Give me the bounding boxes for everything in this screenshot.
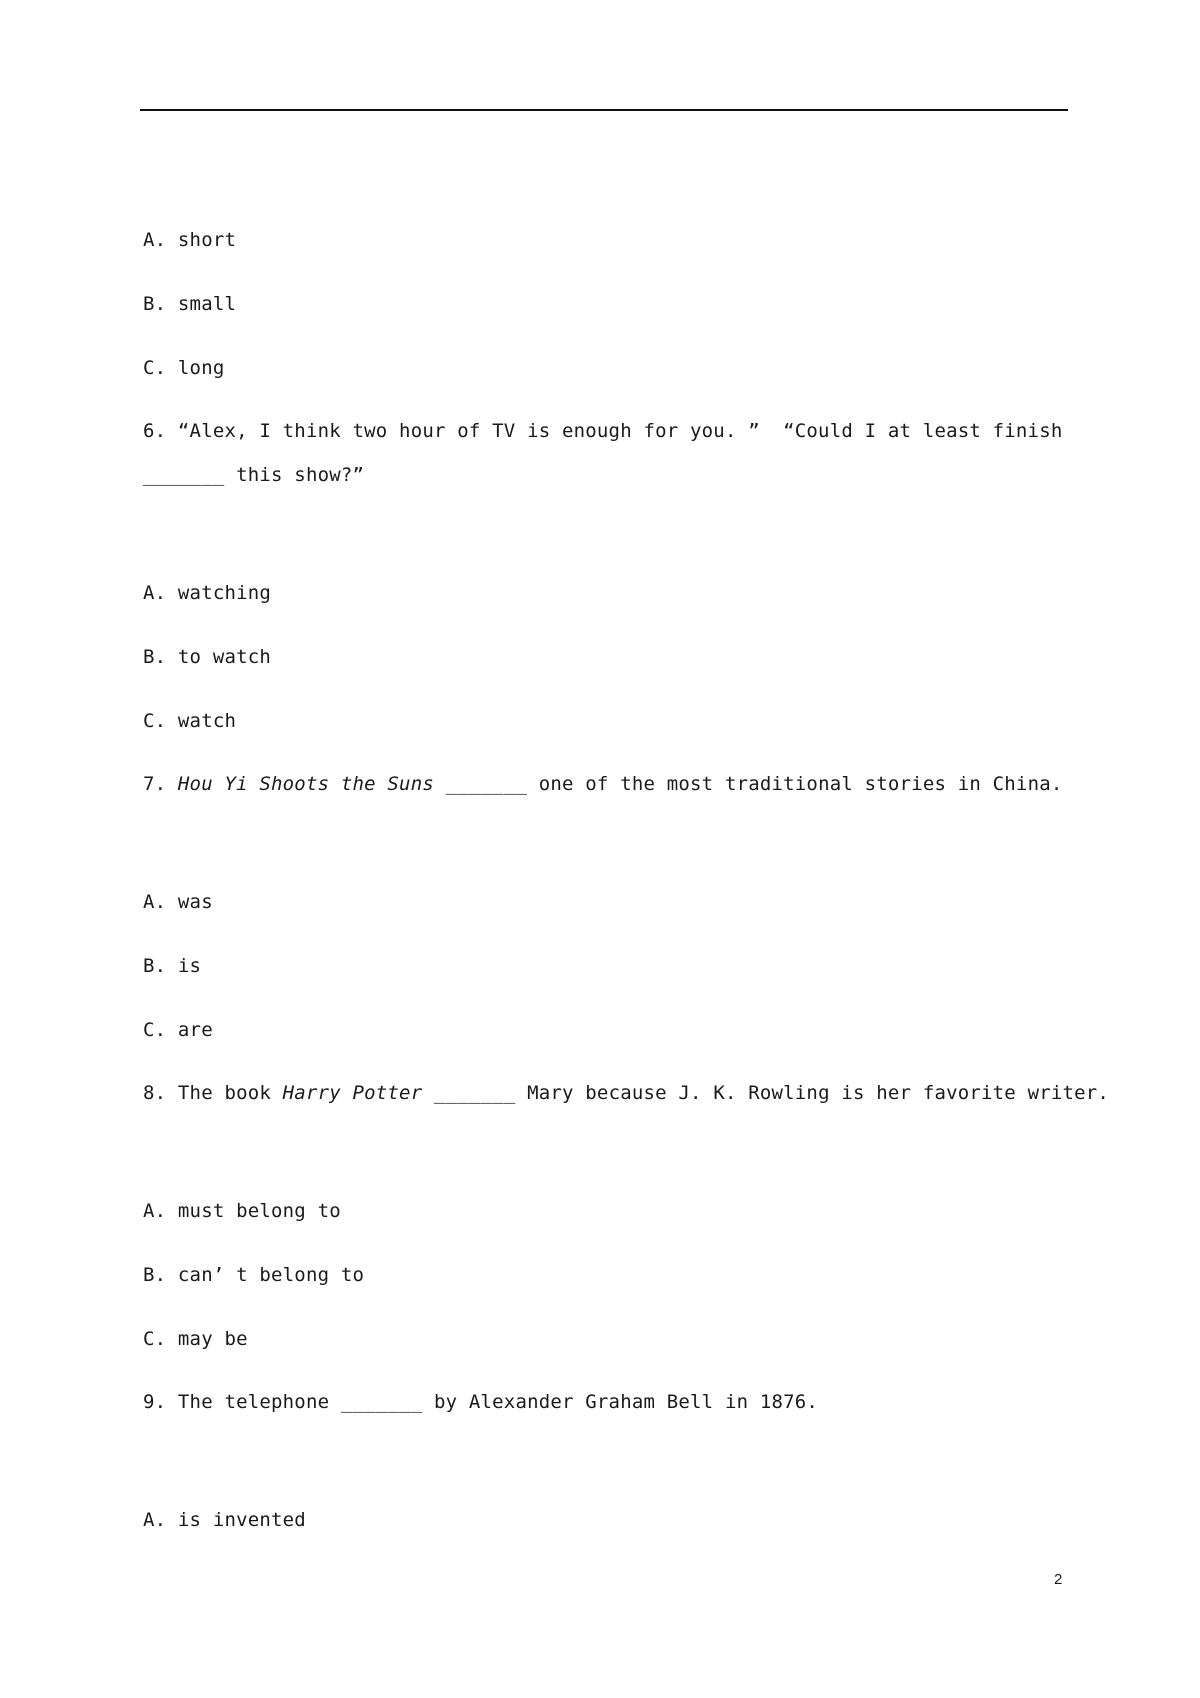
q9-stem: 9. The telephone _______ by Alexander Graham Bell in 1876. bbox=[143, 1391, 819, 1413]
q9-option-a: A. is invented bbox=[143, 1509, 306, 1531]
header-rule bbox=[140, 109, 1068, 111]
q7-stem bbox=[143, 771, 1063, 797]
q8-option-b: B. can’ t belong to bbox=[143, 1264, 365, 1286]
q5-option-a: A. short bbox=[143, 229, 237, 251]
q8-stem-rest: _______ Mary because J. K. Rowling is her favorite writer. bbox=[422, 1082, 1110, 1104]
q7-number: 7. bbox=[143, 773, 178, 795]
q7-option-a: A. was bbox=[143, 891, 213, 913]
q5-option-b: B. small bbox=[143, 293, 237, 315]
q6-stem-line2: _______ this show?” bbox=[143, 464, 365, 486]
q7-stem-rest: _______ one of the most traditional stories in China. bbox=[433, 773, 1063, 795]
q8-option-a: A. must belong to bbox=[143, 1200, 341, 1222]
q8-stem bbox=[143, 1080, 1109, 1106]
q6-option-c: C. watch bbox=[143, 710, 237, 732]
q7-option-c: C. are bbox=[143, 1019, 213, 1041]
q8-option-c: C. may be bbox=[143, 1328, 248, 1350]
q5-option-c: C. long bbox=[143, 357, 225, 379]
q6-stem-line1: 6. “Alex, I think two hour of TV is enough for you. ” “Could I at least finish bbox=[143, 420, 1063, 442]
page-number: 2 bbox=[1054, 1571, 1063, 1588]
q7-option-b: B. is bbox=[143, 955, 202, 977]
q6-option-a: A. watching bbox=[143, 582, 272, 604]
q6-option-b: B. to watch bbox=[143, 646, 272, 668]
q7-story-title: Hou Yi Shoots the Suns bbox=[177, 773, 434, 795]
q8-prefix: 8. The book bbox=[143, 1082, 283, 1104]
q8-book-title: Harry Potter bbox=[282, 1082, 423, 1104]
